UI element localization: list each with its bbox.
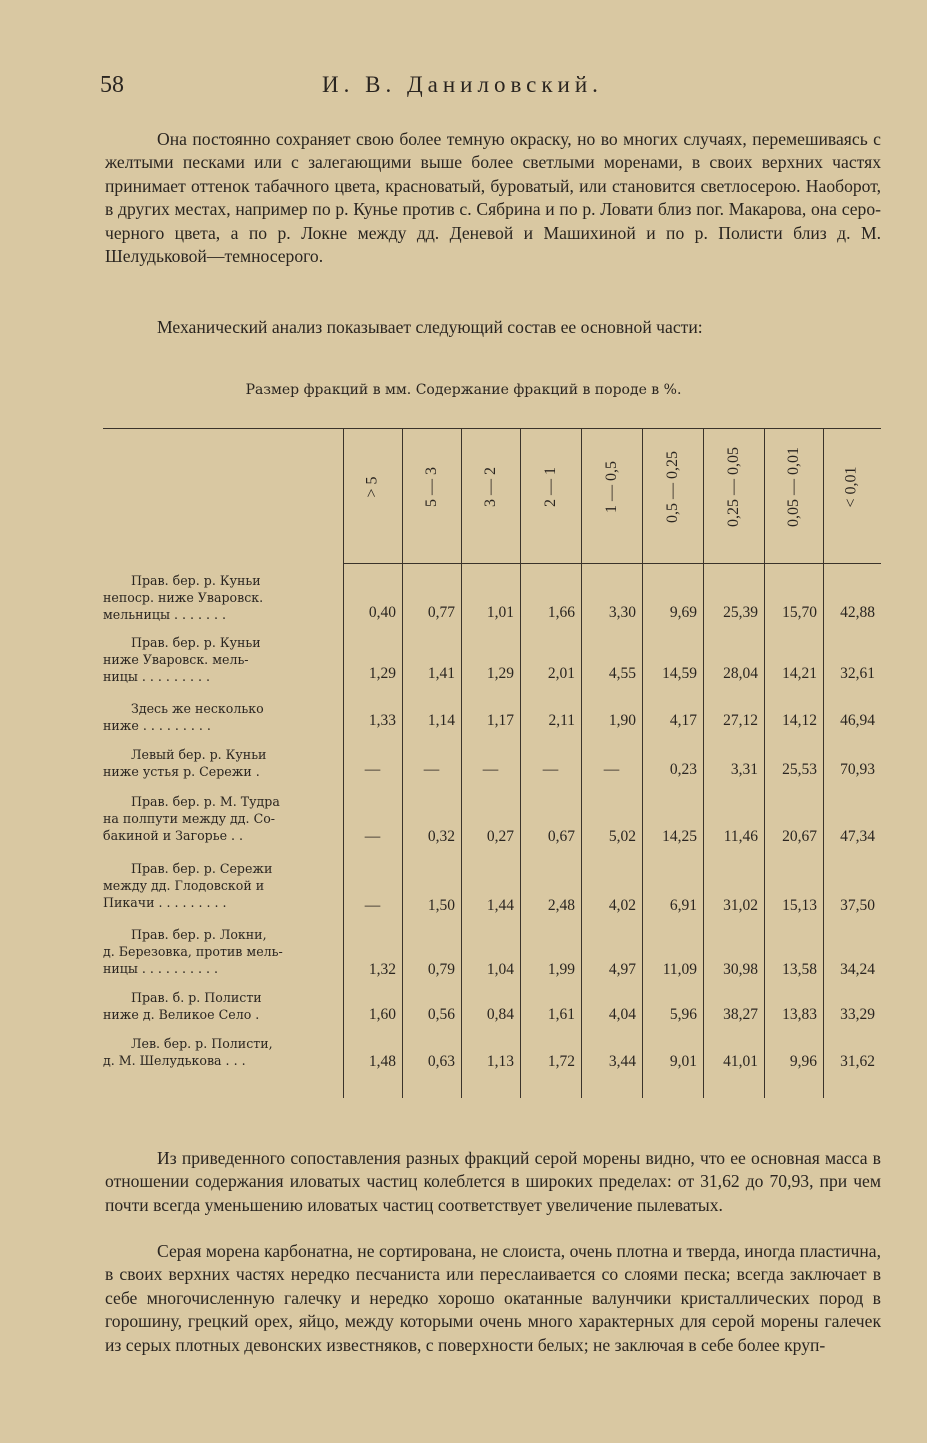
- row-label-line: Пикачи . . . . . . . . .: [103, 895, 227, 910]
- row-label-line: Прав. бер. р. Куньи: [131, 635, 261, 650]
- column-header-text: 0,5 — 0,25: [663, 450, 681, 523]
- table-cell: 1,90: [608, 712, 636, 729]
- table-cell: 0,79: [427, 961, 455, 978]
- table-cell: 20,67: [782, 828, 817, 845]
- table-cell: 1,99: [547, 961, 575, 978]
- table-cell: 1,01: [486, 604, 514, 621]
- table-cell: 70,93: [840, 761, 875, 778]
- table-cell: 38,27: [723, 1006, 758, 1023]
- table-cell: 4,17: [669, 712, 697, 729]
- table-cell: 15,13: [782, 897, 817, 914]
- paragraph-2: Механический анализ показывает следующий состав ее основной части:: [157, 317, 703, 337]
- table-cell: 1,32: [368, 961, 396, 978]
- table-cell: 3,44: [608, 1053, 636, 1070]
- column-header: [402, 428, 461, 545]
- table-cell: 1,41: [427, 665, 455, 682]
- running-head: И. В. Даниловский.: [322, 72, 603, 97]
- row-label-line: Прав. бер. р. Куньи: [131, 573, 261, 588]
- table-cell: 9,96: [789, 1053, 817, 1070]
- table-cell: 0,40: [368, 604, 396, 621]
- table-cell: 0,77: [427, 604, 455, 621]
- row-label: [103, 746, 335, 780]
- table-cell: 14,21: [782, 665, 817, 682]
- row-label-line: ницы . . . . . . . . . .: [103, 961, 218, 976]
- table-cell: 0,23: [669, 761, 697, 778]
- column-header: [823, 428, 881, 545]
- table-cell: 1,50: [427, 897, 455, 914]
- row-label-line: между дд. Глодовской и: [103, 878, 265, 893]
- table-caption: Размер фракций в мм. Содержание фракций в породе в %.: [245, 382, 682, 398]
- table-cell: —: [542, 761, 559, 778]
- table-cell: 1,29: [368, 665, 396, 682]
- table-cell: 0,67: [547, 828, 575, 845]
- table-cell: 1,60: [368, 1006, 396, 1023]
- table-cell: 5,02: [608, 828, 636, 845]
- table-cell: —: [603, 761, 620, 778]
- row-label-line: ниже устья р. Сережи .: [103, 764, 260, 779]
- row-label-line: Прав. бер. р. Сережи: [131, 861, 273, 876]
- paragraph-4: Серая морена карбонатна, не сортирована, не слоиста, очень плотна и тверда, иногда пластична, в своих верхних частях нередко песчаниста или переслаивается со слоями песка; всегда заключает в себе многочисленную галечку и нередко хорошо окатанные валунчики кристаллических пород в горошину, грецкий орех, яйцо, между которыми очень много характерных для серой морены галечек из серых плотных девонских известняков, с поверхности белых; не заключая в себе более круп-: [105, 1241, 881, 1355]
- column-header-text: 0,05 — 0,01: [784, 446, 802, 527]
- table-cell: 6,91: [669, 897, 697, 914]
- column-header-text: 1 — 0,5: [602, 460, 620, 513]
- page-header: [100, 68, 880, 108]
- row-label-line: на полпути между дд. Со-: [103, 811, 276, 826]
- paragraph-3: Из приведенного сопоставления разных фракций серой морены видно, что ее основная масса в отношении содержания иловатых частиц колеблется в широких пределах: от 31,62 до 70,93, при чем почти всегда уменьшению иловатых частиц соответствует увеличение пылеватых.: [105, 1148, 881, 1215]
- paragraph-1: Она постоянно сохраняет свою более темную окраску, но во многих случаях, перемешиваясь с желтыми песками или с залегающими выше более светлыми моренами, в своих верхних частях принимает оттенок табачного цвета, красноватый, буроватый, или становится светлосерою. Наоборот, в других местах, например по р. Кунье против с. Сябрина и по р. Ловати близ пог. Макарова, она серо-черного цвета, а по р. Локне между дд. Деневой и Машихиной и по р. Полисти близ д. М. Шелудьковой—темносерого.: [105, 129, 881, 267]
- row-label: [103, 860, 335, 911]
- column-header-text: 0,25 — 0,05: [724, 446, 742, 527]
- table-cell: 1,33: [368, 712, 396, 729]
- table-cell: 47,34: [840, 828, 875, 845]
- table-cell: 2,11: [548, 712, 575, 729]
- table-cell: 37,50: [840, 897, 875, 914]
- row-label-line: ниже Уваровск. мель-: [103, 652, 249, 667]
- row-label-line: д. М. Шелудькова . . .: [103, 1053, 246, 1068]
- table-cell: 3,31: [730, 761, 758, 778]
- table-cell: 4,55: [608, 665, 636, 682]
- table-cell: 14,59: [662, 665, 697, 682]
- table-cell: 41,01: [723, 1053, 758, 1070]
- table-cell: 34,24: [840, 961, 875, 978]
- table-cell: 31,02: [723, 897, 758, 914]
- row-label-line: Прав. бер. р. М. Тудра: [131, 794, 280, 809]
- table-cell: 1,72: [547, 1053, 575, 1070]
- table-cell: 33,29: [840, 1006, 875, 1023]
- row-label-line: мельницы . . . . . . .: [103, 607, 227, 622]
- table-cell: 1,66: [547, 604, 575, 621]
- table-cell: 13,58: [782, 961, 817, 978]
- table-cell: 0,32: [427, 828, 455, 845]
- table-cell: 1,13: [486, 1053, 514, 1070]
- column-header: [703, 428, 764, 545]
- fraction-table: [103, 428, 881, 1098]
- table-cell: 30,98: [723, 961, 758, 978]
- row-label-line: Прав. б. р. Полисти: [131, 990, 262, 1005]
- table-cell: 1,17: [486, 712, 514, 729]
- table-cell: —: [423, 761, 440, 778]
- table-cell: —: [364, 897, 381, 914]
- table-cell: 13,83: [782, 1006, 817, 1023]
- table-cell: 15,70: [782, 604, 817, 621]
- row-label: [103, 989, 335, 1023]
- column-header: [343, 428, 402, 545]
- row-label: [103, 1035, 335, 1069]
- table-cell: 14,12: [782, 712, 817, 729]
- table-cell: 1,48: [368, 1053, 396, 1070]
- table-cell: 42,88: [840, 604, 875, 621]
- row-label-line: непоср. ниже Уваровск.: [103, 590, 264, 605]
- table-cell: 5,96: [669, 1006, 697, 1023]
- table-cell: 14,25: [662, 828, 697, 845]
- row-label-line: ниже д. Великое Село .: [103, 1007, 260, 1022]
- table-cell: —: [364, 828, 381, 845]
- row-label-line: Здесь же несколько: [131, 701, 264, 716]
- column-header: [461, 428, 520, 545]
- table-cell: 11,46: [723, 828, 758, 845]
- column-header-text: 2 — 1: [541, 466, 559, 507]
- row-label-line: д. Березовка, против мель-: [103, 944, 283, 959]
- table-cell: 31,62: [840, 1053, 875, 1070]
- table-cell: 0,84: [486, 1006, 514, 1023]
- row-label-line: Прав. бер. р. Локни,: [131, 927, 267, 942]
- row-label-line: Лев. бер. р. Полисти,: [131, 1036, 273, 1051]
- table-cell: 4,97: [608, 961, 636, 978]
- table-cell: 0,63: [427, 1053, 455, 1070]
- column-header-text: 5 — 3: [422, 466, 440, 507]
- table-cell: 2,48: [547, 897, 575, 914]
- column-header-text: 3 — 2: [481, 466, 499, 507]
- table-cell: 2,01: [547, 665, 575, 682]
- table-cell: 0,27: [486, 828, 514, 845]
- table-cell: 3,30: [608, 604, 636, 621]
- column-header: [642, 428, 703, 545]
- column-header: [764, 428, 823, 545]
- column-header-text: > 5: [363, 475, 381, 498]
- table-cell: 11,09: [662, 961, 697, 978]
- table-cell: 0,56: [427, 1006, 455, 1023]
- column-header: [581, 428, 642, 545]
- table-cell: 46,94: [840, 712, 875, 729]
- table-cell: 1,04: [486, 961, 514, 978]
- table-cell: 9,01: [669, 1053, 697, 1070]
- table-cell: 1,29: [486, 665, 514, 682]
- table-cell: —: [364, 761, 381, 778]
- row-label-line: Левый бер. р. Куньи: [131, 747, 267, 762]
- row-label-line: бакиной и Загорье . .: [103, 828, 244, 843]
- table-cell: 28,04: [723, 665, 758, 682]
- column-header-text: < 0,01: [843, 465, 860, 508]
- table-cell: 25,53: [782, 761, 817, 778]
- row-label-line: ниже . . . . . . . . .: [103, 718, 211, 733]
- table-cell: —: [482, 761, 499, 778]
- table-cell: 27,12: [723, 712, 758, 729]
- row-label-line: ницы . . . . . . . . .: [103, 669, 210, 684]
- table-header-rule-lower: [343, 563, 881, 564]
- table-cell: 4,04: [608, 1006, 636, 1023]
- table-cell: 9,69: [669, 604, 697, 621]
- table-cell: 1,14: [427, 712, 455, 729]
- table-cell: 4,02: [608, 897, 636, 914]
- table-cell: 1,61: [547, 1006, 575, 1023]
- table-cell: 25,39: [723, 604, 758, 621]
- row-label: [103, 926, 335, 977]
- row-label: [103, 572, 335, 623]
- table-cell: 32,61: [840, 665, 875, 682]
- row-label: [103, 700, 335, 734]
- column-header: [520, 428, 581, 545]
- table-header-gap: [343, 545, 881, 563]
- page-number: 58: [100, 72, 124, 98]
- row-label: [103, 634, 335, 685]
- table-cell: 1,44: [486, 897, 514, 914]
- row-label: [103, 793, 335, 844]
